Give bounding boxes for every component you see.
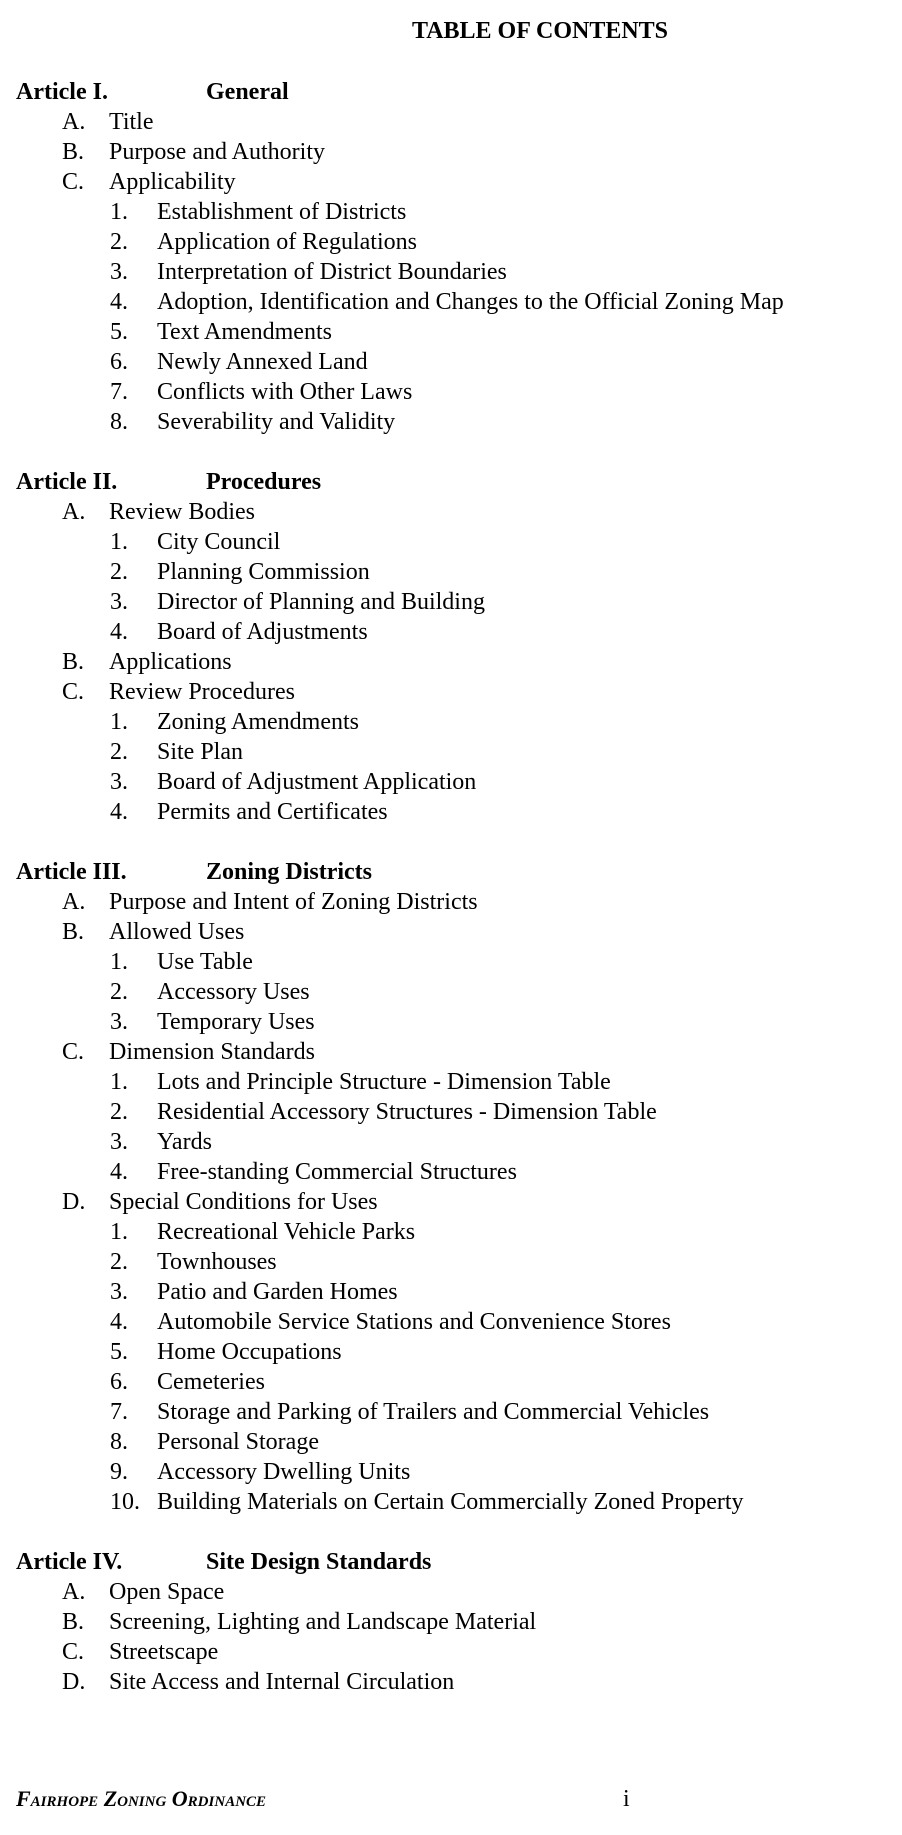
toc-section-label: D. (62, 1669, 86, 1695)
toc-section-label: B. (62, 919, 85, 945)
toc-subsection-label: 1. (110, 949, 128, 975)
toc-subsection-text: Storage and Parking of Trailers and Commercial Vehicles (157, 1399, 710, 1425)
toc-article-title: Site Design Standards (206, 1549, 432, 1575)
toc-section-text: Purpose and Authority (109, 139, 325, 165)
toc-subsection (16, 557, 886, 587)
toc-subsection (16, 1367, 886, 1397)
toc-subsection (16, 1277, 886, 1307)
toc-subsection-label: 1. (110, 529, 128, 555)
toc-article-title: Procedures (206, 469, 322, 495)
toc-subsection-label: 8. (110, 409, 128, 435)
toc-subsection-label: 7. (110, 379, 128, 405)
toc-subsection-text: Application of Regulations (157, 229, 417, 255)
toc-section-label: A. (62, 499, 86, 525)
toc-section (16, 917, 886, 947)
toc-subsection-text: Adoption, Identification and Changes to the Official Zoning Map (157, 289, 784, 315)
toc-article-heading (16, 1547, 886, 1577)
toc-subsection-label: 4. (110, 619, 128, 645)
toc-subsection-text: Zoning Amendments (157, 709, 359, 735)
toc-subsection (16, 527, 886, 557)
toc-article-number: Article II. (16, 469, 118, 495)
toc-article-number: Article I. (16, 79, 108, 105)
toc-section (16, 107, 886, 137)
toc-section-label: A. (62, 1579, 86, 1605)
toc-article (16, 77, 886, 437)
toc-section (16, 1187, 886, 1217)
toc-article-title: Zoning Districts (206, 859, 373, 885)
toc-subsection-text: Establishment of Districts (157, 199, 407, 225)
toc-subsection (16, 1097, 886, 1127)
toc-subsection-label: 9. (110, 1459, 128, 1485)
toc-subsection-text: Temporary Uses (157, 1009, 315, 1035)
toc-subsection-label: 2. (110, 1099, 128, 1125)
toc-subsection (16, 257, 886, 287)
toc-section-label: B. (62, 1609, 85, 1635)
page-title: TABLE OF CONTENTS (411, 18, 669, 44)
toc-subsection-text: Home Occupations (157, 1339, 342, 1365)
toc-subsection (16, 1127, 886, 1157)
toc-subsection-text: Building Materials on Certain Commercially Zoned Property (157, 1489, 744, 1515)
toc-section-label: C. (62, 169, 85, 195)
toc-subsection-text: Interpretation of District Boundaries (157, 259, 507, 285)
toc-subsection-text: City Council (157, 529, 281, 555)
toc-subsection-label: 1. (110, 1069, 128, 1095)
toc-subsection-label: 4. (110, 289, 128, 315)
toc-article-heading (16, 857, 886, 887)
toc-section-label: C. (62, 1039, 85, 1065)
toc-subsection (16, 1337, 886, 1367)
toc-section-text: Site Access and Internal Circulation (109, 1669, 455, 1695)
toc-subsection (16, 1307, 886, 1337)
toc-subsection (16, 1427, 886, 1457)
toc-subsection-label: 2. (110, 739, 128, 765)
toc-section-label: A. (62, 889, 86, 915)
toc-subsection-label: 1. (110, 709, 128, 735)
toc-section (16, 1037, 886, 1067)
toc-subsection-text: Newly Annexed Land (157, 349, 368, 375)
toc-subsection (16, 767, 886, 797)
toc-section-label: D. (62, 1189, 86, 1215)
toc-subsection-label: 3. (110, 1009, 128, 1035)
toc-subsection (16, 377, 886, 407)
toc-section (16, 677, 886, 707)
toc-subsection (16, 227, 886, 257)
toc-article (16, 467, 886, 827)
toc-subsection-label: 3. (110, 259, 128, 285)
toc-subsection-label: 3. (110, 1129, 128, 1155)
toc-subsection-text: Use Table (157, 949, 253, 975)
toc-section-text: Streetscape (109, 1639, 219, 1665)
toc-subsection-label: 5. (110, 1339, 128, 1365)
toc-subsection-text: Text Amendments (157, 319, 332, 345)
toc-subsection (16, 977, 886, 1007)
toc-section-text: Open Space (109, 1579, 225, 1605)
toc-subsection (16, 707, 886, 737)
toc-subsection-text: Permits and Certificates (157, 799, 388, 825)
toc-section (16, 167, 886, 197)
toc-subsection-label: 4. (110, 1159, 128, 1185)
toc-article-number: Article III. (16, 859, 127, 885)
toc-subsection (16, 407, 886, 437)
footer-page-number: i (623, 1786, 630, 1812)
page-footer (16, 1784, 886, 1814)
toc-subsection (16, 587, 886, 617)
toc-subsection-text: Recreational Vehicle Parks (157, 1219, 416, 1245)
toc-subsection (16, 1487, 886, 1517)
toc-section-text: Applicability (109, 169, 236, 195)
toc-section-label: B. (62, 649, 85, 675)
toc-article (16, 1547, 886, 1697)
toc-article-title: General (206, 79, 289, 105)
toc-subsection-text: Townhouses (157, 1249, 277, 1275)
toc-article-heading (16, 467, 886, 497)
toc-subsection-label: 3. (110, 1279, 128, 1305)
toc-subsection-text: Residential Accessory Structures - Dimension Table (157, 1099, 657, 1125)
toc-section-text: Title (109, 109, 154, 135)
toc-subsection (16, 287, 886, 317)
table-of-contents (16, 77, 886, 1727)
toc-section-label: C. (62, 1639, 85, 1665)
toc-section-text: Dimension Standards (109, 1039, 315, 1065)
toc-section (16, 1577, 886, 1607)
toc-subsection (16, 1397, 886, 1427)
toc-section (16, 497, 886, 527)
toc-subsection-text: Patio and Garden Homes (157, 1279, 398, 1305)
toc-section-text: Review Bodies (109, 499, 255, 525)
toc-section-text: Applications (109, 649, 232, 675)
toc-subsection-text: Planning Commission (157, 559, 370, 585)
toc-article-heading (16, 77, 886, 107)
toc-section (16, 137, 886, 167)
toc-subsection-text: Automobile Service Stations and Convenience Stores (157, 1309, 671, 1335)
toc-subsection-label: 5. (110, 319, 128, 345)
toc-subsection-label: 4. (110, 1309, 128, 1335)
toc-section-label: B. (62, 139, 85, 165)
toc-subsection-label: 10. (110, 1489, 140, 1515)
toc-article-number: Article IV. (16, 1549, 123, 1575)
toc-subsection-label: 2. (110, 1249, 128, 1275)
toc-subsection (16, 1007, 886, 1037)
toc-subsection-text: Cemeteries (157, 1369, 265, 1395)
toc-subsection-label: 2. (110, 979, 128, 1005)
toc-subsection-text: Yards (157, 1129, 212, 1155)
toc-subsection-label: 4. (110, 799, 128, 825)
toc-subsection-label: 2. (110, 559, 128, 585)
toc-subsection-text: Accessory Dwelling Units (157, 1459, 411, 1485)
toc-subsection-text: Personal Storage (157, 1429, 319, 1455)
toc-section (16, 1607, 886, 1637)
toc-subsection-text: Lots and Principle Structure - Dimension Table (157, 1069, 611, 1095)
toc-section (16, 887, 886, 917)
toc-subsection (16, 617, 886, 647)
toc-subsection-label: 6. (110, 1369, 128, 1395)
toc-section (16, 1667, 886, 1697)
toc-section-text: Allowed Uses (109, 919, 245, 945)
toc-section-text: Review Procedures (109, 679, 295, 705)
toc-subsection (16, 947, 886, 977)
toc-section-text: Screening, Lighting and Landscape Material (109, 1609, 537, 1635)
toc-subsection-label: 3. (110, 589, 128, 615)
toc-section (16, 1637, 886, 1667)
toc-subsection-text: Director of Planning and Building (157, 589, 485, 615)
toc-subsection (16, 797, 886, 827)
toc-subsection (16, 737, 886, 767)
toc-subsection-text: Conflicts with Other Laws (157, 379, 413, 405)
toc-section (16, 647, 886, 677)
toc-subsection (16, 1067, 886, 1097)
toc-section-text: Purpose and Intent of Zoning Districts (109, 889, 478, 915)
toc-article (16, 857, 886, 1517)
toc-subsection (16, 1217, 886, 1247)
toc-subsection (16, 1457, 886, 1487)
toc-subsection (16, 1247, 886, 1277)
toc-section-label: A. (62, 109, 86, 135)
toc-subsection (16, 347, 886, 377)
toc-subsection-label: 6. (110, 349, 128, 375)
toc-subsection-label: 1. (110, 1219, 128, 1245)
toc-subsection-text: Accessory Uses (157, 979, 310, 1005)
toc-subsection-label: 1. (110, 199, 128, 225)
toc-subsection-text: Board of Adjustments (157, 619, 368, 645)
toc-subsection-label: 2. (110, 229, 128, 255)
toc-subsection-text: Severability and Validity (157, 409, 396, 435)
toc-subsection-label: 3. (110, 769, 128, 795)
toc-subsection (16, 1157, 886, 1187)
toc-subsection-label: 8. (110, 1429, 128, 1455)
toc-subsection-text: Site Plan (157, 739, 244, 765)
footer-document-name: Fairhope Zoning Ordinance (16, 1786, 267, 1811)
toc-section-text: Special Conditions for Uses (109, 1189, 378, 1215)
toc-section-label: C. (62, 679, 85, 705)
toc-subsection-text: Board of Adjustment Application (157, 769, 477, 795)
toc-subsection (16, 197, 886, 227)
toc-subsection-text: Free-standing Commercial Structures (157, 1159, 517, 1185)
toc-subsection (16, 317, 886, 347)
toc-subsection-label: 7. (110, 1399, 128, 1425)
